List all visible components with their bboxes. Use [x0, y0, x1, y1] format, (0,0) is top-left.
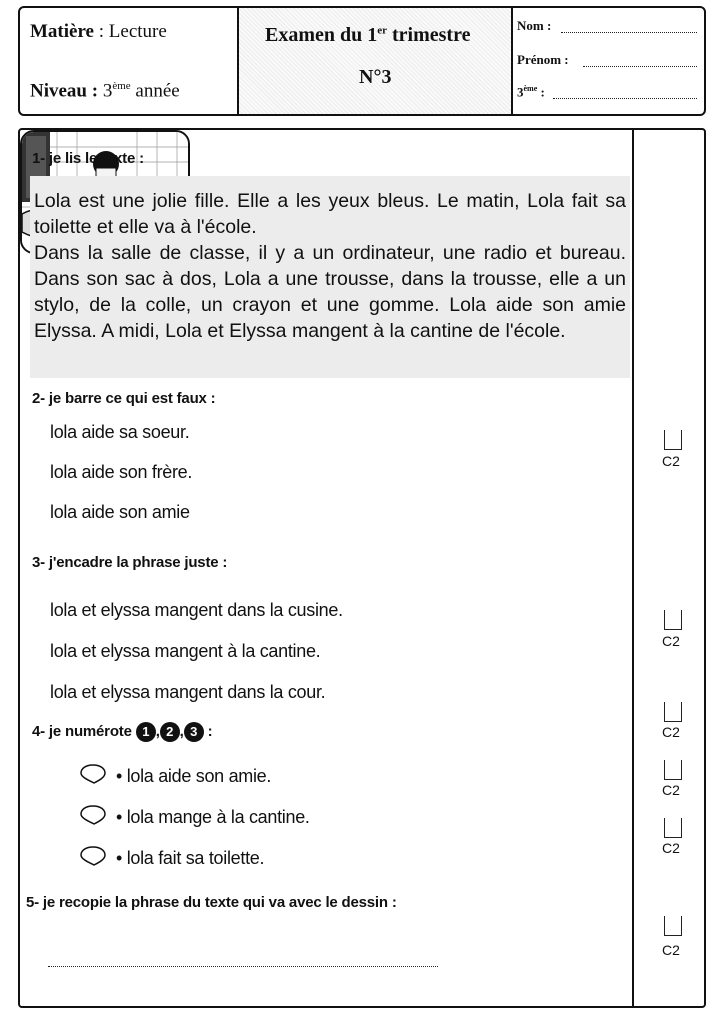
- score-label-q3: C2: [662, 633, 680, 649]
- header-title-cell: [239, 8, 513, 114]
- answer-bubble-2[interactable]: [80, 804, 106, 826]
- q2-item-1[interactable]: lola aide sa soeur.: [50, 422, 190, 442]
- q1-title: 1- je lis le texte :: [32, 150, 144, 167]
- student-info-cell: [513, 8, 706, 114]
- firstname-label: Prénom :: [517, 52, 569, 67]
- exam-title: Examen du 1er trimestre: [265, 24, 471, 46]
- q5-answer-line[interactable]: [48, 966, 438, 967]
- score-label-q4a: C2: [662, 724, 680, 740]
- score-box-q5[interactable]: [664, 916, 682, 936]
- q4-title-row: [32, 722, 212, 742]
- score-label-q5: C2: [662, 942, 680, 958]
- q3-title: 3- j'encadre la phrase juste :: [32, 554, 228, 571]
- number-badge-1: 1: [136, 722, 156, 742]
- class-field[interactable]: [553, 98, 697, 99]
- score-label-q4c: C2: [662, 840, 680, 856]
- exam-body: [18, 128, 706, 1008]
- q4-title: 4- je numérote: [32, 722, 132, 740]
- score-label-q2: C2: [662, 453, 680, 469]
- q3-item-1[interactable]: lola et elyssa mangent dans la cusine.: [50, 600, 343, 620]
- q4-item-2: • lola mange à la cantine.: [116, 807, 310, 827]
- q4-item-3: • lola fait sa toilette.: [116, 848, 265, 868]
- number-badge-2: 2: [160, 722, 180, 742]
- score-label-q4b: C2: [662, 782, 680, 798]
- q3-item-2[interactable]: lola et elyssa mangent à la cantine.: [50, 641, 321, 661]
- reading-paragraph-2: Dans la salle de classe, il y a un ordinateur, une radio et bureau. Dans son sac à dos, Lola a une trousse, dans la trousse, elle a un stylo, de la colle, un crayon et une gomme. Lola aide son amie Elyssa. A midi, Lola et Elyssa mangent à la cantine de l'école.: [34, 242, 626, 342]
- exam-header: [18, 6, 706, 116]
- q5-title: 5- je recopie la phrase du texte qui va avec le dessin :: [26, 894, 397, 911]
- reading-passage: [30, 176, 630, 378]
- score-box-q2[interactable]: [664, 430, 682, 450]
- badge-separator: ,: [179, 722, 184, 740]
- score-box-q3[interactable]: [664, 610, 682, 630]
- q4-colon: :: [207, 722, 213, 740]
- score-box-q4a[interactable]: [664, 702, 682, 722]
- subject-label: Matière : Lecture: [30, 21, 167, 42]
- level-label: Niveau : 3ème année: [30, 80, 180, 102]
- q2-title: 2- je barre ce qui est faux :: [32, 390, 216, 407]
- score-box-q4b[interactable]: [664, 760, 682, 780]
- score-box-q4c[interactable]: [664, 818, 682, 838]
- badge-separator: ,: [155, 722, 160, 740]
- firstname-field[interactable]: [583, 66, 697, 67]
- reading-paragraph-1: Lola est une jolie fille. Elle a les yeux bleus. Le matin, Lola fait sa toilette et elle va à l'école.: [34, 190, 626, 238]
- answer-bubble-3[interactable]: [80, 845, 106, 867]
- name-label: Nom :: [517, 18, 552, 33]
- q3-item-3[interactable]: lola et elyssa mangent dans la cour.: [50, 682, 326, 702]
- exam-number: N°3: [359, 66, 392, 88]
- score-column-divider: [632, 130, 634, 1006]
- name-field[interactable]: [561, 32, 697, 33]
- answer-bubble-1[interactable]: [80, 763, 106, 785]
- header-left-cell: [20, 8, 239, 114]
- q2-item-2[interactable]: lola aide son frère.: [50, 462, 193, 482]
- q2-item-3[interactable]: lola aide son amie: [50, 502, 190, 522]
- class-label: 3ème :: [517, 84, 545, 100]
- number-badge-3: 3: [184, 722, 204, 742]
- q4-item-1: • lola aide son amie.: [116, 766, 272, 786]
